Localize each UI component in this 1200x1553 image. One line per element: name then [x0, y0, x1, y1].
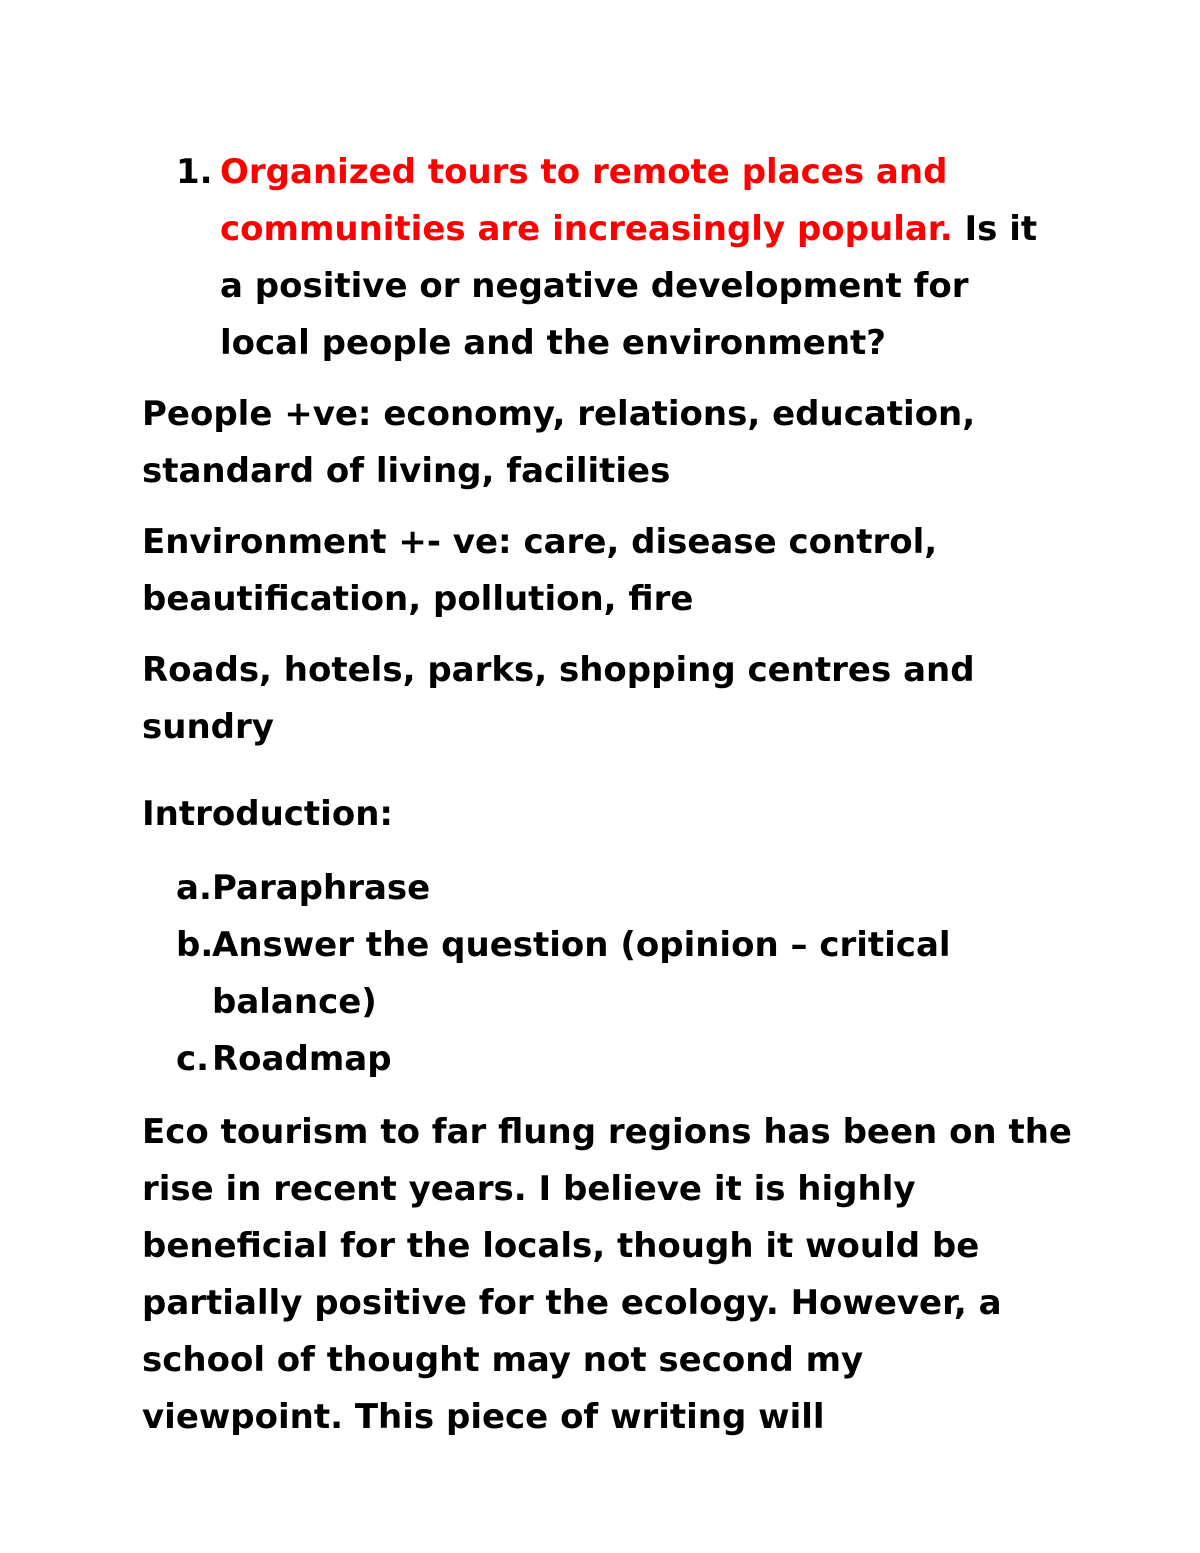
introduction-list	[176, 860, 1036, 1088]
list-marker: b.	[176, 925, 214, 965]
list-item-text: Roadmap	[212, 1039, 392, 1079]
list-marker: a.	[176, 868, 212, 908]
list-item-text: Answer the question (opinion – critical balance)	[212, 925, 951, 1022]
question-text	[220, 144, 1050, 372]
question-topic-highlight: Organized tours to remote places and communities are increasingly popular.	[220, 152, 953, 249]
list-marker: c.	[176, 1039, 210, 1079]
list-item-text: Paraphrase	[212, 868, 431, 908]
essay-intro-paragraph: Eco tourism to far flung regions has been on the rise in recent years. I believe it is highly beneficial for the locals, though it would be partially positive for the ecology. However, a school of thought may not second my viewpoint. This piece of writing will	[142, 1112, 1072, 1437]
list-item	[176, 917, 1036, 1031]
list-item	[176, 1031, 1036, 1088]
introduction-heading: Introduction:	[142, 794, 393, 834]
notes-people: People +ve: economy, relations, education, standard of living, facilities	[142, 394, 976, 491]
notes-environment: Environment +- ve: care, disease control, beautification, pollution, fire	[142, 522, 938, 619]
notes-infrastructure: Roads, hotels, parks, shopping centres and sundry	[142, 650, 975, 747]
question-number: 1.	[176, 152, 213, 192]
list-item	[176, 860, 1036, 917]
question-item	[176, 144, 1056, 372]
question-prompt: Is it a positive or negative development for local people and the environment?	[220, 209, 1038, 363]
